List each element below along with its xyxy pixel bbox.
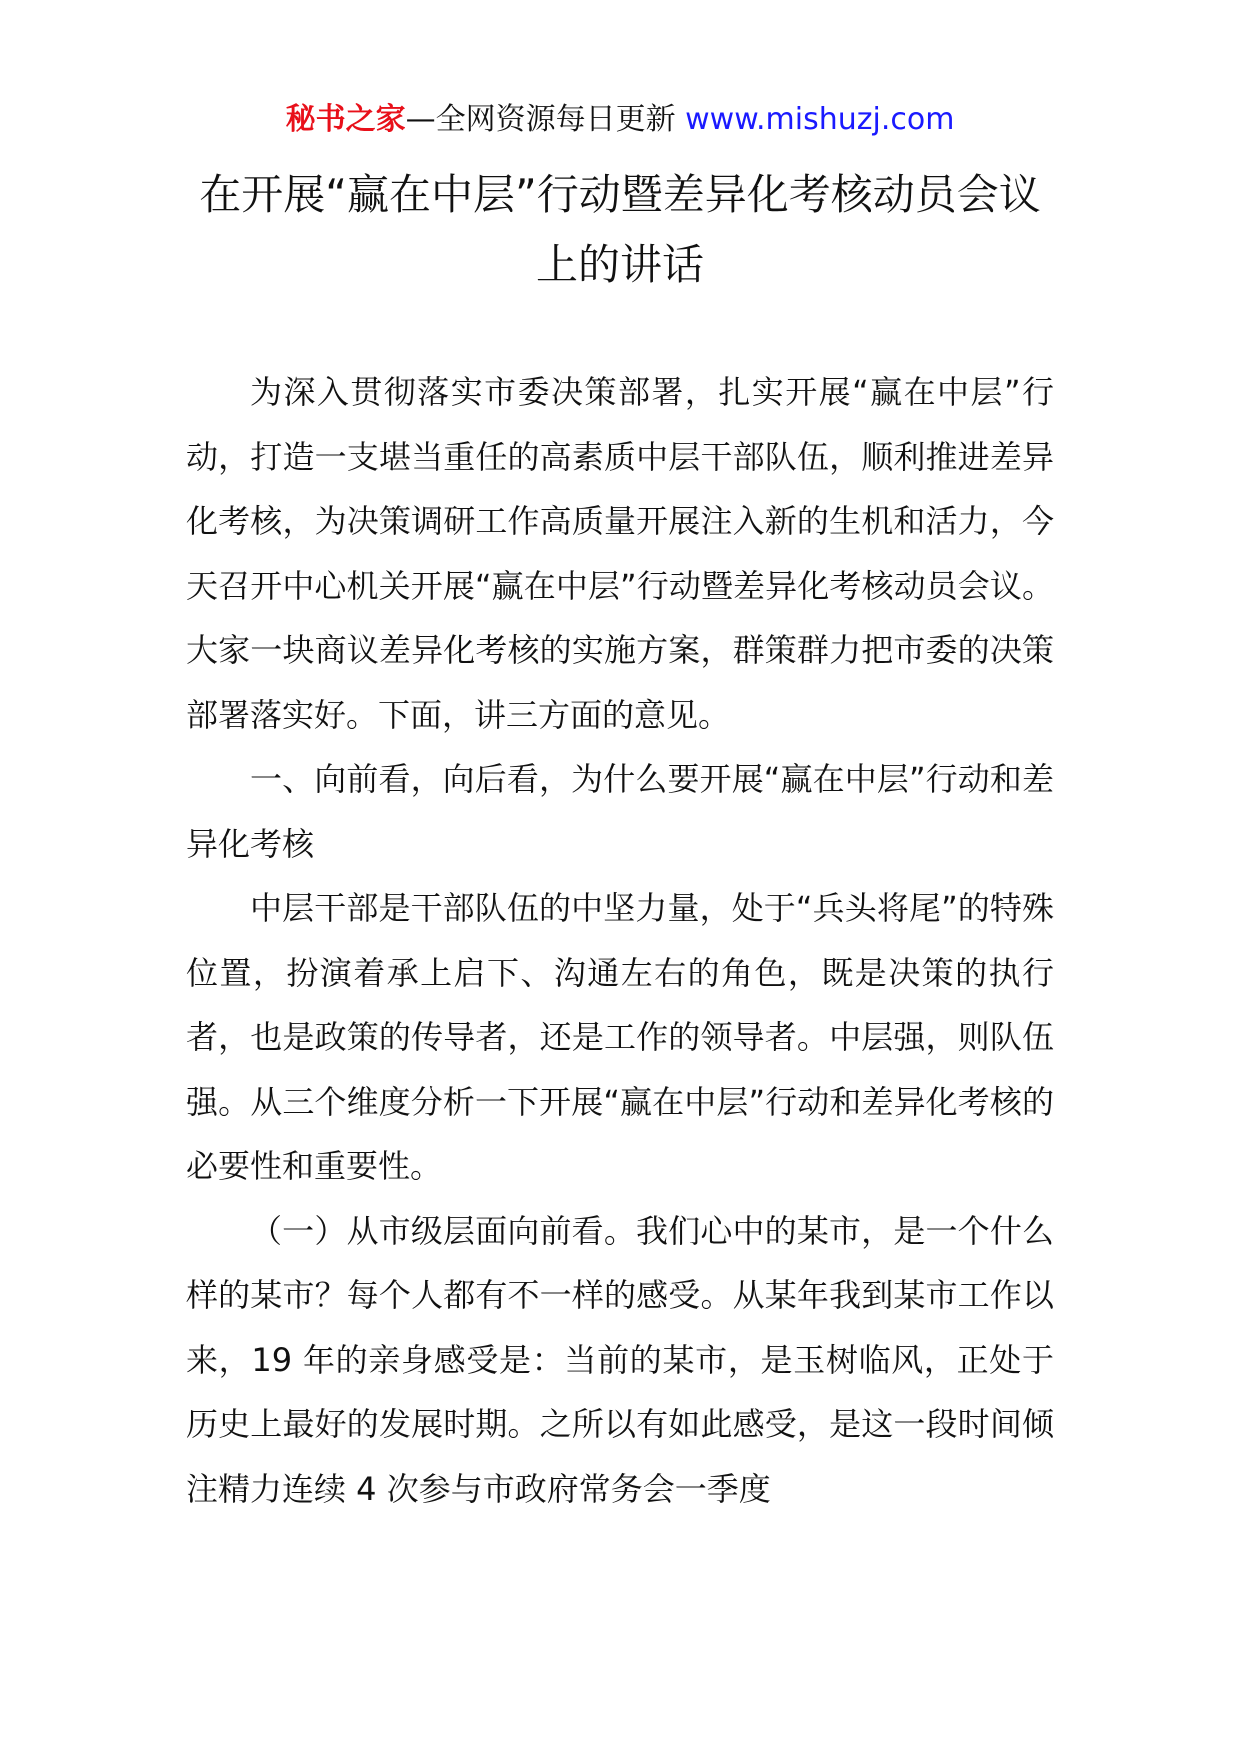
header-slogan: —全网资源每日更新 (405, 102, 686, 137)
document-title: 在开展“赢在中层”行动暨差异化考核动员会议上的讲话 (199, 170, 1041, 289)
document-body (186, 360, 1054, 1521)
paragraph-middle-cadres: 中层干部是干部队伍的中坚力量，处于“兵头将尾”的特殊位置，扮演着承上启下、沟通左右的角色，既是决策的执行者，也是政策的传导者，还是工作的领导者。中层强，则队伍强。从三个维度分析一下开展“赢在中层”行动和差异化考核的必要性和重要性。 (186, 889, 1054, 1185)
paragraph-intro: 为深入贯彻落实市委决策部署，扎实开展“赢在中层”行动，打造一支堪当重任的高素质中层干部队伍，顺利推进差异化考核，为决策调研工作高质量开展注入新的生机和活力，今天召开中心机关开展“赢在中层”行动暨差异化考核动员会议。大家一块商议差异化考核的实施方案，群策群力把市委的决策部署落实好。下面，讲三方面的意见。 (186, 373, 1054, 734)
section-heading-1: 一、向前看，向后看，为什么要开展“赢在中层”行动和差异化考核 (186, 760, 1054, 863)
header-banner (0, 100, 1240, 140)
brand-name: 秘书之家 (285, 102, 406, 137)
website-link[interactable]: www.mishuzj.com (685, 102, 955, 137)
paragraph-city-level: （一）从市级层面向前看。我们心中的某市，是一个什么样的某市？每个人都有不一样的感受。从某年我到某市工作以来，19 年的亲身感受是：当前的某市，是玉树临风，正处于历史上最好的发展时期。之所以有如此感受，是这一段时间倾注精力连续 4 次参与市政府常务会一季度 (186, 1211, 1054, 1508)
